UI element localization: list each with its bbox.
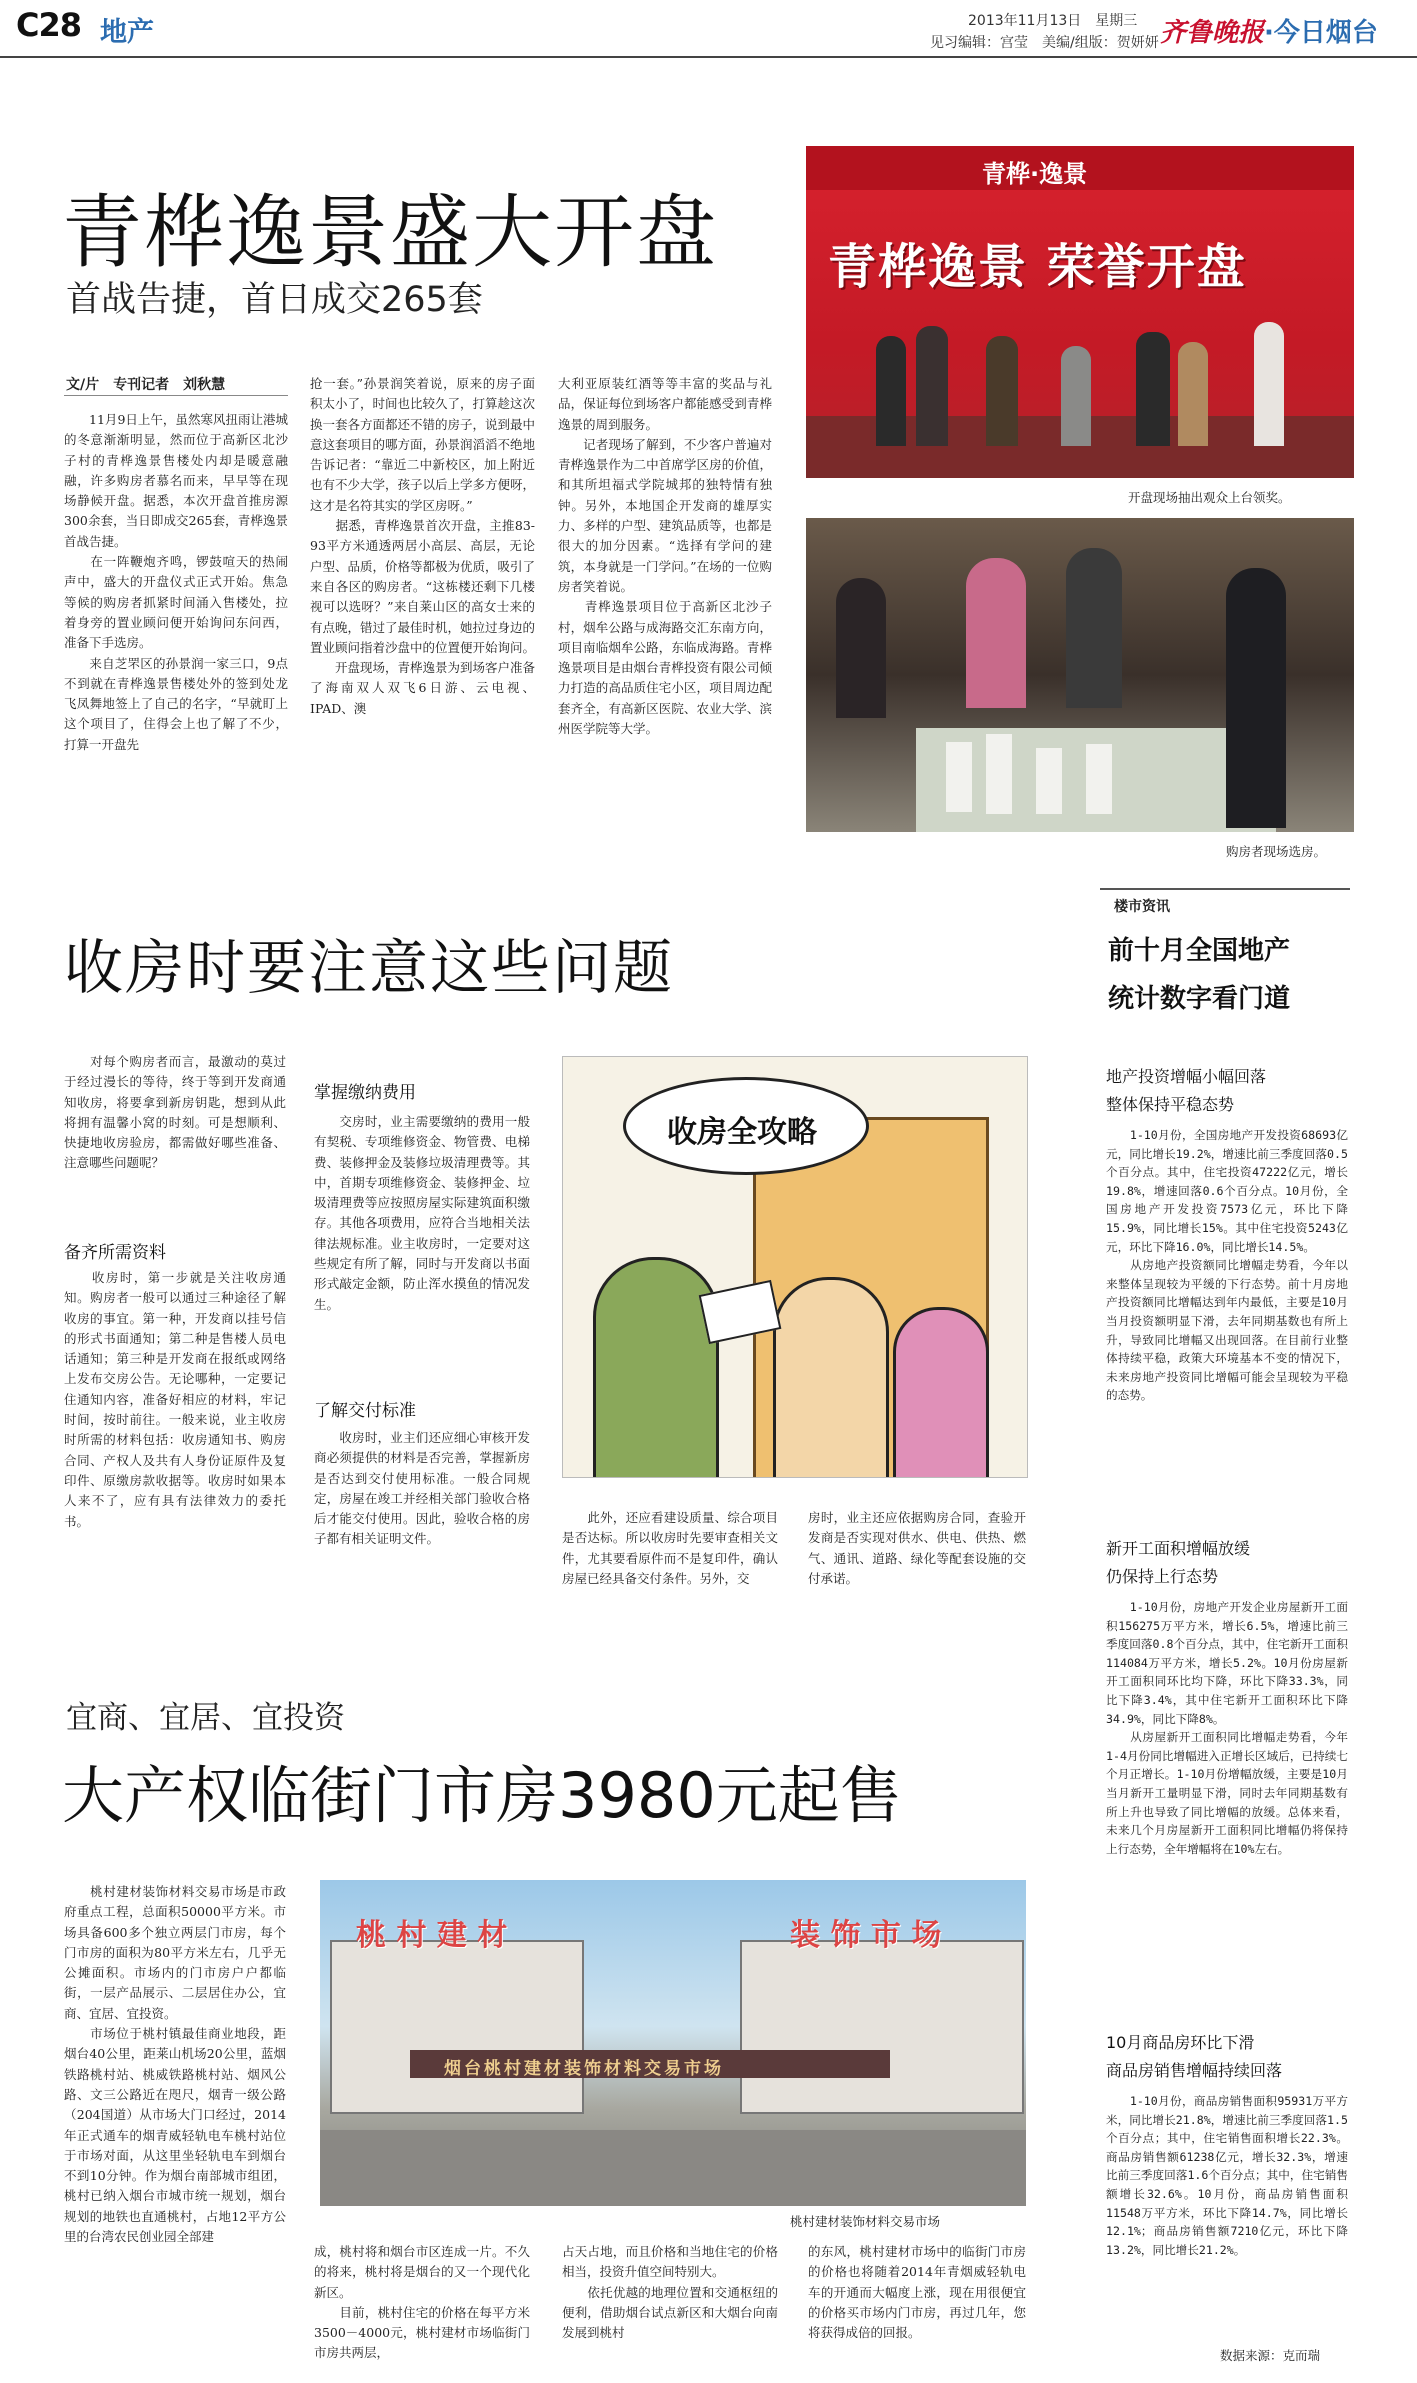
- market-building-right: [740, 1940, 1024, 2114]
- cartoon-husband: [773, 1277, 889, 1478]
- story3-column-2: 成，桃村将和烟台市区连成一片。不久的将来，桃村将是烟台的又一个现代化新区。 目前，桃村住宅的价格在每平方米3500－4000元，桃村建材市场临街门市房共两层，: [314, 2244, 530, 2361]
- person-figure: [986, 336, 1018, 446]
- story1-subhead: 首战告捷，首日成交265套: [66, 280, 483, 320]
- market-photo-caption: 桃村建材装饰材料交易市场: [790, 2214, 941, 2229]
- sidebar-label: 楼市资讯: [1114, 899, 1170, 915]
- sidebar-subhead-2b: 仍保持上行态势: [1106, 1567, 1219, 1586]
- model-building: [1086, 744, 1112, 814]
- sidebar-title-line2: 统计数字看门道: [1108, 984, 1291, 1014]
- brand-logo: [1160, 12, 1378, 49]
- sidebar-subhead-3a: 10月商品房环比下滑: [1106, 2033, 1255, 2052]
- story1-byline-rule: [64, 395, 288, 396]
- story3-headline: 大产权临街门市房3980元起售: [62, 1759, 902, 1832]
- editor-credits: 见习编辑：宫莹 美编/组版：贺妍妍: [930, 35, 1159, 51]
- masthead-rule: [0, 56, 1417, 58]
- story1-column-1: 11月9日上午，虽然寒风扭雨让港城的冬意渐渐明显，然而位于高新区北沙子村的青桦逸景售楼处内却是暖意融融，许多购房者慕名而来，早早等在现场静候开盘。据悉，本次开盘首推房源300余套，当日即成交265套，青桦逸景首战告捷。 在一阵鞭炮齐鸣，锣鼓喧天的热闹声中，盛大的开盘仪式正式开始。焦急等候的购房者抓紧时间涌入售楼处，拉着身旁的置业顾问便开始询问东问西，准备下手选房。 来自芝罘区的孙景润一家三口，9点不到就在青桦逸景售楼处外的签到处龙飞凤舞地签上了自己的名字，“早就盯上这个项目了，住得会上也了解了不少，打算一开盘先: [64, 412, 288, 752]
- story2-column-1: 收房时，第一步就是关注收房通知。购房者一般可以通过三种途径了解收房的事宜。第一种，开发商以挂号信的形式书面通知；第二种是售楼人员电话通知；第三种是开发商在报纸或网络上发布交房公告。无论哪种，一定要记住通知内容，准备好相应的材料，牢记时间，按时前往。一般来说，业主收房时所需的材料包括：收房通知书、购房合同、产权人及共有人身份证原件及复印件、原缴房款收据等。收房时如果本人来不了，应有具有法律效力的委托书。: [64, 1270, 286, 1529]
- story2-column-4: 房时，业主还应依据购房合同，查验开发商是否实现对供水、供电、供热、燃气、通讯、道路、绿化等配套设施的交付承诺。: [808, 1510, 1026, 1586]
- data-source: 数据来源：克而瑞: [1220, 2348, 1321, 2363]
- market-building-left: [330, 1940, 584, 2114]
- sidebar-subhead-3b: 商品房销售增幅持续回落: [1106, 2061, 1283, 2080]
- story1-column-3: 大利亚原装红酒等等丰富的奖品与礼品，保证每位到场客户都能感受到青桦逸景的周到服务。 记者现场了解到，不少客户普遍对青桦逸景作为二中首席学区房的价值，和其所坦福式学院城邦的独特情有独钟。另外，本地国企开发商的雄厚实力、多样的户型、建筑品质等，也都是很大的加分因素。“选择有学问的建筑，本身就是一门学问。”在场的一位购房者笑着说。 青桦逸景项目位于高新区北沙子村，烟牟公路与成海路交汇东南方向，项目南临烟牟公路，东临成海路。青桦逸景项目是由烟台青桦投资有限公司倾力打造的高品质住宅小区，项目周边配套齐全，有高新区医院、农业大学、滨州医学院等大学。: [558, 376, 772, 737]
- market-gate-text: 烟台桃村建材装饰材料交易市场: [444, 2059, 724, 2079]
- section-name: 地产: [100, 17, 154, 48]
- story3-kicker: 宜商、宜居、宜投资: [66, 1700, 345, 1736]
- market-sign-right: 装 饰 市 场: [790, 1918, 942, 1953]
- story2-column-3: 此外，还应看建设质量、综合项目是否达标。所以收房时先要审查相关文件，尤其要看原件而不是复印件，确认房屋已经具备交付条件。另外，交: [562, 1510, 778, 1586]
- opening-ceremony-caption: 开盘现场抽出观众上台领奖。: [1128, 490, 1291, 505]
- sidebar-paragraph-1: 1-10月份，全国房地产开发投资68693亿元，同比增长19.2%，增速比前三季度回落0.5个百分点。其中，住宅投资47222亿元，增长19.8%，增速回落0.6个百分点。10月份，全国房地产开发投资7573亿元，环比下降15.9%，同比增长15%。其中住宅投资5243亿元，环比下降16.0%，同比增长14.5%。 从房地产投资额同比增幅走势看，今年以来整体呈现较为平缓的下行态势。前十月房地产投资额同比增幅达到年内最低，主要是10月当月投资额明显下滑，去年同期基数也有所上升，导致同比增幅又出现回落。在目前行业整体持续平稳，政策大环境基本不变的情况下，未来房地产投资同比增幅可能会呈现较为平稳的态势。: [1106, 1128, 1348, 1403]
- person-figure: [836, 578, 886, 718]
- model-building: [986, 734, 1012, 814]
- opening-ceremony-photo: [806, 146, 1354, 478]
- banner-logo-text: 青桦·逸景: [982, 160, 1088, 188]
- person-figure: [966, 558, 1026, 708]
- brand-subname: ·今日烟台: [1264, 18, 1378, 48]
- story2-subhead-standard: 了解交付标准: [314, 1401, 416, 1421]
- market-plaza: [320, 2130, 1026, 2206]
- story3-column-1: 桃村建材装饰材料交易市场是市政府重点工程，总面积50000平方米。市场具备600多个独立两层门市房，每个门市房的面积为80平方米左右，几乎无公摊面积。市场内的门市房户户都临街，一层产品展示、二层居住办公，宜商、宜居、宜投资。 市场位于桃村镇最佳商业地段，距烟台40公里，距莱山机场20公里，蓝烟铁路桃村站、桃威铁路桃村站、烟风公路、文三公路近在咫尺，烟青一级公路（204国道）从市场大门口经过，2014年正式通车的烟青威轻轨电车桃村站位于市场对面，从这里坐轻轨电车到烟台不到10分钟。作为烟台南部城市组团，桃村已纳入烟台市城市统一规划，烟台规划的地铁也直通桃村，占地12平方公里的台湾农民创业园全部建: [64, 1884, 286, 2245]
- story2-column-2a: 交房时，业主需要缴纳的费用一般有契税、专项维修资金、物管费、电梯费、装修押金及装修垃圾清理费等。其中，首期专项维修资金、装修押金、垃圾清理费等应按照房屋实际建筑面积缴存。其他各项费用，应符合当地相关法律法规标准。业主收房时，一定要对这些规定有所了解，同时与开发商以书面形式敲定金额，防止浑水摸鱼的情况发生。: [314, 1114, 530, 1312]
- sidebar-paragraph-2: 1-10月份，房地产开发企业房屋新开工面积156275万平方米，增长6.5%，增速比前三季度回落0.8个百分点，其中，住宅新开工面积114084万平方米，增长5.2%。10月份房屋新开工面积同环比均下降，环比下降33.3%，同比下降3.4%，其中住宅新开工面积环比下降34.9%，同比下降8%。 从房屋新开工面积同比增幅走势看，今年1-4月份同比增幅进入正增长区域后，已持续七个月正增长。1-10月份增幅放缓，主要是10月当月新开工量明显下滑，同时去年同期基数有所上升也导致了同比增幅的放缓。总体来看，未来几个月房屋新开工面积同比增幅仍将保持上行态势，全年增幅将在10%左右。: [1106, 1600, 1348, 1856]
- brand-name: 齐鲁晚报: [1160, 18, 1265, 48]
- person-figure: [1136, 332, 1170, 446]
- sidebar: [1100, 886, 1400, 2376]
- house-handover-cartoon: [562, 1056, 1028, 1478]
- person-figure: [876, 336, 906, 446]
- person-figure: [1178, 342, 1208, 446]
- person-figure: [1226, 568, 1286, 828]
- market-rendering-photo: [320, 1880, 1026, 2206]
- cartoon-wife: [893, 1307, 989, 1478]
- buyers-selecting-caption: 购房者现场选房。: [1226, 844, 1327, 859]
- speech-bubble-text: 收房全攻略: [667, 1115, 817, 1150]
- page-number: C28: [16, 6, 82, 44]
- story1-headline: 青桦逸景盛大开盘: [62, 186, 718, 279]
- masthead: [0, 0, 1417, 60]
- story3-column-4: 的东风，桃村建材市场中的临街门市房的价格也将随着2014年青烟威轻轨电车的开通而大幅度上涨，现在用很便宜的价格买市场内门市房，再过几年，您将获得成倍的回报。: [808, 2244, 1026, 2341]
- story2-subhead-materials: 备齐所需资料: [64, 1243, 166, 1263]
- story2-headline: 收房时要注意这些问题: [64, 933, 675, 1002]
- story2-intro: 对每个购房者而言，最激动的莫过于经过漫长的等待，终于等到开发商通知收房，将要拿到新房钥匙，想到从此将拥有温馨小窝的时刻。可是想顺利、快捷地收房验房，都需做好哪些准备、注意哪些问题呢？: [64, 1054, 286, 1171]
- story1-byline: 文/片 专刊记者 刘秋慧: [66, 377, 226, 393]
- sidebar-subhead-1a: 地产投资增幅小幅回落: [1106, 1067, 1267, 1086]
- story3-column-3: 占天占地，而且价格和当地住宅的价格相当，投资升值空间特别大。 依托优越的地理位置和交通枢纽的便利，借助烟台试点新区和大烟台向南发展到桃村: [562, 2244, 778, 2341]
- sidebar-title-line1: 前十月全国地产: [1108, 936, 1291, 966]
- issue-date: 2013年11月13日 星期三: [968, 13, 1138, 29]
- model-building: [946, 742, 972, 812]
- buyers-selecting-photo: [806, 518, 1354, 832]
- story1-column-2: 抢一套。”孙景润笑着说，原来的房子面积太小了，时间也比较久了，打算趁这次换一套各方面都还不错的房子，说到最中意这套项目的哪方面，孙景润滔滔不绝地告诉记者：“靠近二中新校区，加上附近也有不少大学，孩子以后上学多方便呀，这才是名符其实的学区房呀。” 据悉，青桦逸景首次开盘，主推83-93平方米通透两居小高层、高层，无论户型、品质，价格等都极为优质，吸引了来自各区的购房者。“这栋楼还剩下几楼视可以选呀？”来自莱山区的高女士来的有点晚，错过了最佳时机，她拉过身边的置业顾问指着沙盘中的位置便开始询问。 开盘现场，青桦逸景为到场客户准备了海南双人双飞6日游、云电视、IPAD、澳: [310, 376, 535, 716]
- story2-column-2b: 收房时，业主们还应细心审核开发商必须提供的材料是否完善，掌握新房是否达到交付使用标准。一般合同规定，房屋在竣工并经相关部门验收合格后才能交付使用。因此，验收合格的房子都有相关证明文件。: [314, 1430, 530, 1547]
- sidebar-paragraph-3: 1-10月份，商品房销售面积95931万平方米，同比增长21.8%，增速比前三季度回落1.5个百分点；其中，住宅销售面积增长22.3%。商品房销售额61238亿元，增长32.3%，增速比前三季度回落1.6个百分点；其中，住宅销售额增长32.6%。10月份，商品房销售面积11548万平方米，环比下降14.7%，同比增长12.1%；商品房销售额7210亿元，环比下降13.2%，同比增长21.2%。: [1106, 2094, 1348, 2257]
- person-figure: [1254, 322, 1284, 446]
- person-figure: [916, 326, 948, 446]
- story2-subhead-fees: 掌握缴纳费用: [314, 1083, 416, 1103]
- sidebar-subhead-1b: 整体保持平稳态势: [1106, 1095, 1235, 1114]
- banner-main-text: 青桦逸景 荣誉开盘: [828, 239, 1247, 295]
- person-figure: [1061, 346, 1091, 446]
- sidebar-top-rule: [1100, 888, 1350, 890]
- person-figure: [1066, 548, 1122, 708]
- sidebar-subhead-2a: 新开工面积增幅放缓: [1106, 1539, 1251, 1558]
- model-building: [1036, 748, 1062, 814]
- cartoon-agent: [593, 1257, 719, 1478]
- market-sign-left: 桃 村 建 材: [356, 1918, 508, 1953]
